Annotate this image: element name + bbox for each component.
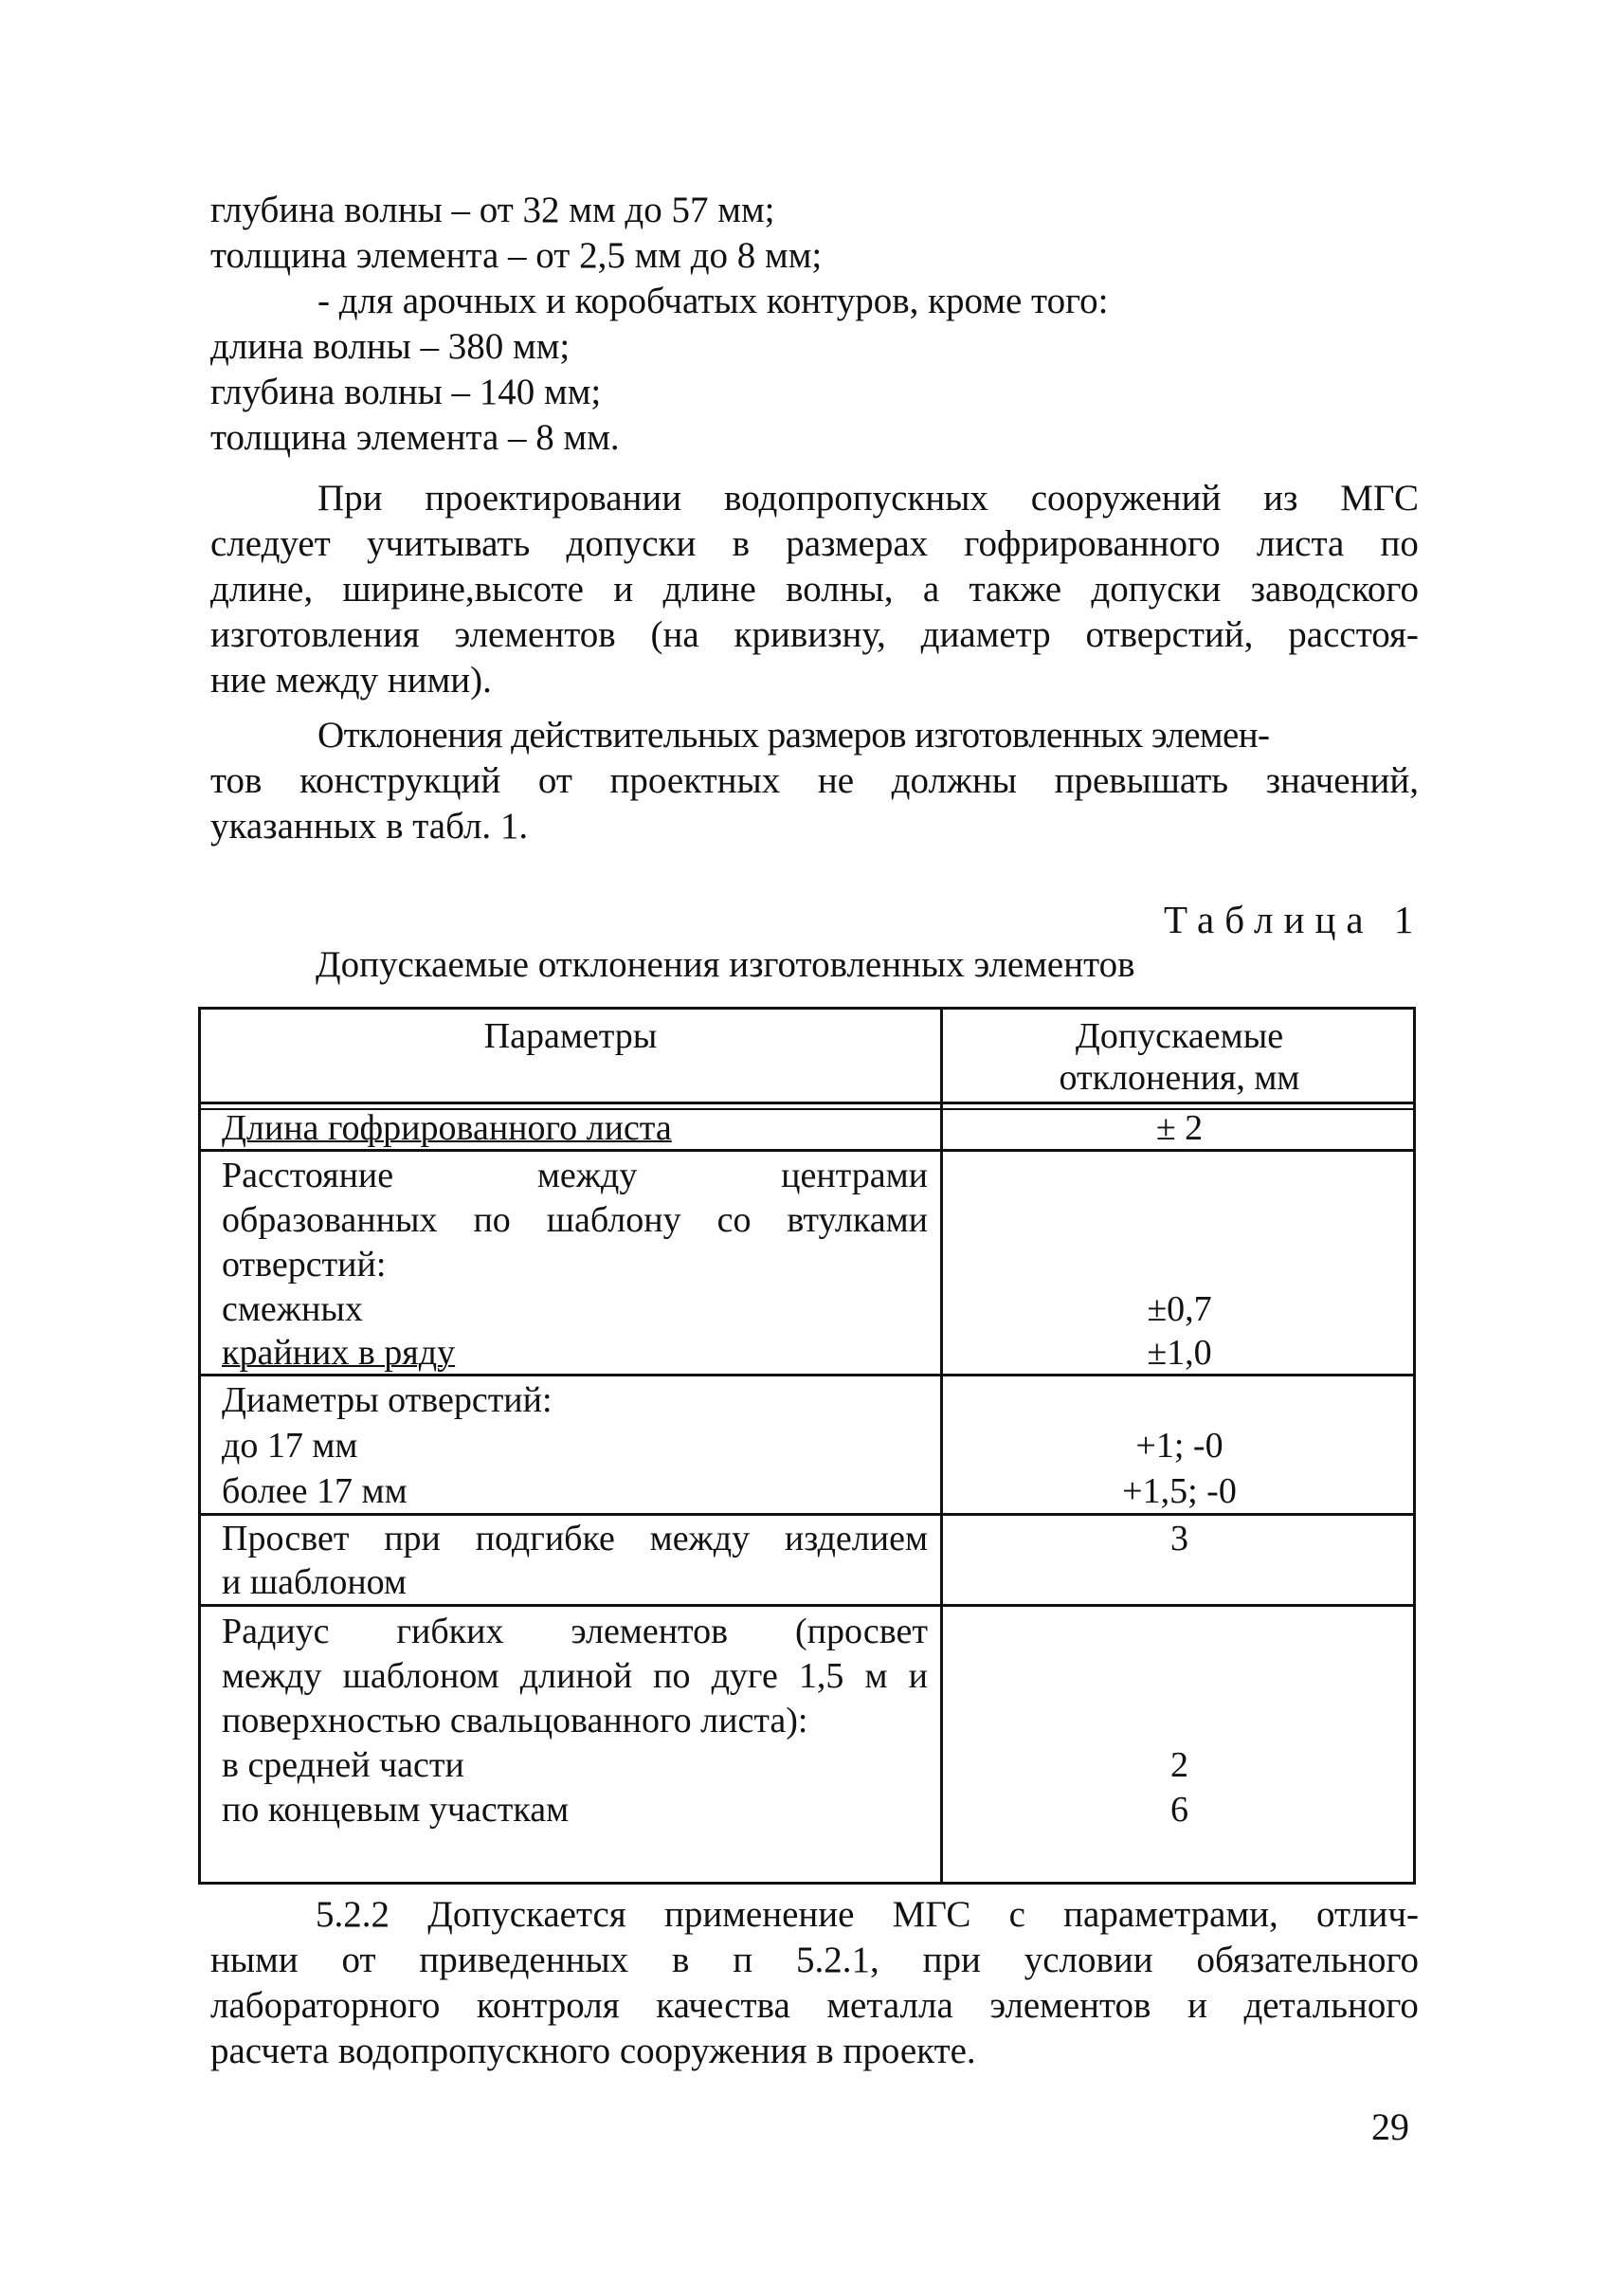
text-line: толщина элемента – от 2,5 мм до 8 мм;: [210, 235, 823, 276]
table-row-value: +1; -0: [1135, 1426, 1223, 1466]
paragraph-line: длине, ширине,высоте и длине волны, а также допуски заводского: [210, 569, 1419, 610]
row-divider: [201, 1102, 1413, 1104]
table-row-value: ±1,0: [1147, 1333, 1212, 1373]
text-line: глубина волны – от 32 мм до 57 мм;: [210, 190, 775, 230]
paragraph-line: расчета водопропускного сооружения в проекте.: [210, 2031, 976, 2071]
table-row-param: крайних в ряду: [222, 1333, 456, 1373]
table-row-value: ±0,7: [1147, 1289, 1212, 1329]
table-row-param: Просвет при подгибке между изделием: [222, 1519, 928, 1558]
text-line: толщина элемента – 8 мм.: [210, 417, 620, 458]
table-row-param: и шаблоном: [222, 1562, 407, 1602]
text-line: - для арочных и коробчатых контуров, кроме того:: [317, 281, 1109, 321]
table-row-param: образованных по шаблону со втулками: [222, 1200, 928, 1240]
header-parameters: Параметры: [483, 1016, 658, 1056]
table-row-param: в средней части: [222, 1745, 464, 1785]
table-row-param: по концевым участкам: [222, 1790, 570, 1830]
paragraph-line: изготовления элементов (на кривизну, диаметр отверстий, расстоя-: [210, 614, 1419, 655]
table-caption: Таблица 1: [1164, 898, 1424, 941]
text-line: длина волны – 380 мм;: [210, 326, 571, 367]
table-row-param: Радиус гибких элементов (просвет: [222, 1612, 928, 1651]
paragraph-line: лабораторного контроля качества металла элементов и детального: [210, 1985, 1419, 2026]
table-row-param: Длина гофрированного листа: [222, 1108, 672, 1148]
tolerance-table: [198, 1007, 1416, 1885]
paragraph-line: ние между ними).: [210, 660, 492, 701]
header-deviation: отклонения, мм: [1059, 1058, 1300, 1098]
table-row-param: поверхностью свальцованного листа):: [222, 1701, 808, 1740]
table-row-param: Диаметры отверстий:: [222, 1380, 553, 1420]
paragraph-line: указанных в табл. 1.: [210, 806, 529, 847]
paragraph-line: Отклонения действительных размеров изготовленных элемен-: [317, 715, 1270, 756]
text-line: глубина волны – 140 мм;: [210, 372, 602, 412]
table-row-value: ± 2: [1155, 1108, 1204, 1148]
paragraph-line: тов конструкций от проектных не должны превышать значений,: [210, 760, 1419, 801]
table-row-param: между шаблоном длиной по дуге 1,5 м и: [222, 1656, 928, 1696]
table-row-param: отверстий:: [222, 1245, 387, 1285]
table-row-value: 3: [1170, 1519, 1188, 1558]
table-row-value: 2: [1170, 1745, 1188, 1785]
table-row-value: +1,5; -0: [1122, 1471, 1237, 1511]
paragraph-line: следует учитывать допуски в размерах гофрированного листа по: [210, 523, 1419, 564]
table-row-value: 6: [1170, 1790, 1188, 1830]
table-row-param: смежных: [222, 1289, 363, 1329]
header-deviation: Допускаемые: [1075, 1016, 1284, 1056]
paragraph-line: ными от приведенных в п 5.2.1, при условии обязательного: [210, 1940, 1419, 1980]
paragraph-line: При проектировании водопропускных сооружений из МГС: [317, 478, 1419, 519]
table-row-param: до 17 мм: [222, 1426, 358, 1466]
table-row-param: Расстояние между центрами: [222, 1156, 928, 1195]
table-row-param: более 17 мм: [222, 1471, 408, 1511]
table-title: Допускаемые отклонения изготовленных элементов: [316, 944, 1135, 985]
page-number: 29: [1371, 2105, 1409, 2148]
paragraph-line: 5.2.2 Допускается применение МГС с параметрами, отлич-: [316, 1894, 1419, 1935]
